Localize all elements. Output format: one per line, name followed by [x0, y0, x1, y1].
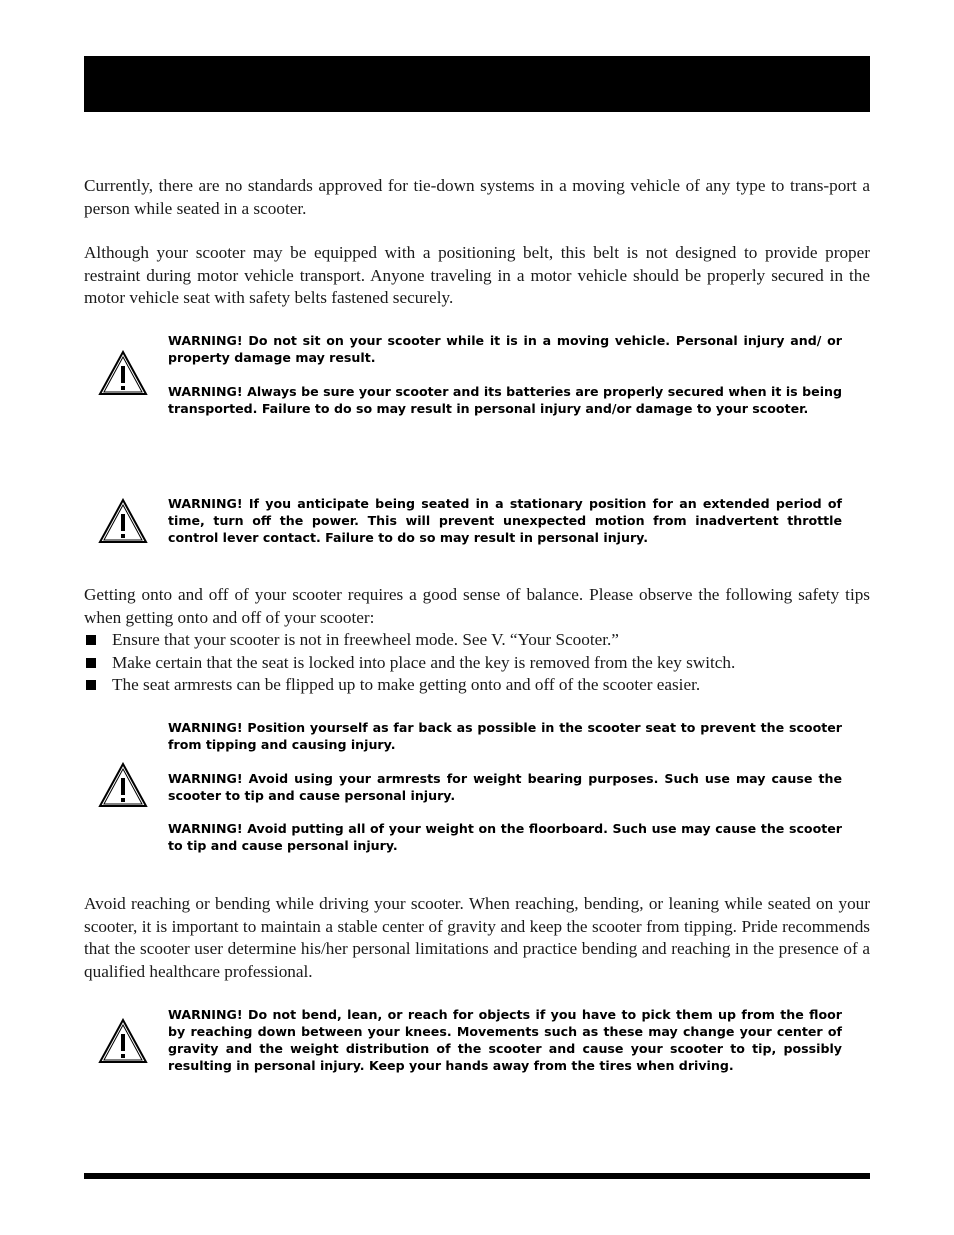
- getting-on-off-warning-2: WARNING! Avoid using your armrests for weight bearing purposes. Such use may cause the scooter to tip and cause personal injury.: [168, 771, 842, 803]
- transport-paragraph-1: Currently, there are no standards approved for tie-down systems in a moving vehicle of any type to trans-port a person while seated in a scooter.: [84, 176, 870, 218]
- reaching-warning-block: [98, 1005, 870, 1080]
- footer-rule: [84, 1173, 870, 1179]
- list-item: Ensure that your scooter is not in freewheel mode. See V. “Your Scooter.”: [84, 629, 870, 652]
- header-bar: [84, 56, 870, 112]
- warning-triangle-icon: [98, 350, 148, 396]
- warning-triangle-icon: [98, 498, 148, 544]
- stationary-warning-block: [98, 494, 870, 554]
- reaching-paragraph: Avoid reaching or bending while driving your scooter. When reaching, bending, or leaning while seated on your scooter, it is important to maintain a stable center of gravity and keep the scooter from tipping. Pride recommends that the scooter user determine his/her personal limitations and practice bending and reaching in the presence of a qualified healthcare professional.: [84, 894, 870, 981]
- transport-warning-1: WARNING! Do not sit on your scooter while it is in a moving vehicle. Personal injury and/ or property damage may result.: [168, 333, 842, 365]
- transport-paragraph-2: Although your scooter may be equipped with a positioning belt, this belt is not designed to provide proper restraint during motor vehicle transport. Anyone traveling in a motor vehicle should be properly secured in the motor vehicle seat with safety belts fastened securely.: [84, 243, 870, 307]
- getting-on-off-intro: Getting onto and off of your scooter requires a good sense of balance. Please observe the following safety tips when getting onto and off of your scooter:: [84, 585, 870, 627]
- getting-on-off-warning-block: [98, 718, 870, 858]
- warning-triangle-icon: [98, 1018, 148, 1064]
- safety-tips-list: [84, 629, 870, 697]
- stationary-warning: WARNING! If you anticipate being seated in a stationary position for an extended period of time, turn off the power. This will prevent unexpected motion from inadvertent throttle control lever contact. Failure to do so may result in personal injury.: [168, 496, 842, 545]
- transport-warning-2: WARNING! Always be sure your scooter and its batteries are properly secured when it is being transported. Failure to do so may result in personal injury and/or damage to your scooter.: [168, 384, 842, 416]
- getting-on-off-warning-1: WARNING! Position yourself as far back as possible in the scooter seat to prevent the scooter from tipping and causing injury.: [168, 720, 842, 752]
- warning-triangle-icon: [98, 762, 148, 808]
- getting-on-off-warning-3: WARNING! Avoid putting all of your weight on the floorboard. Such use may cause the scooter to tip and cause personal injury.: [168, 821, 842, 853]
- reaching-warning: WARNING! Do not bend, lean, or reach for objects if you have to pick them up from the floor by reaching down between your knees. Movements such as these may change your center of gravity and the weight distribution of the scooter and cause your scooter to tip, possibly resulting in personal injury. Keep your hands away from the tires when driving.: [168, 1007, 842, 1073]
- list-item: Make certain that the seat is locked into place and the key is removed from the key switch.: [84, 652, 870, 675]
- transport-warning-block: [98, 330, 870, 440]
- list-item: The seat armrests can be flipped up to make getting onto and off of the scooter easier.: [84, 674, 870, 697]
